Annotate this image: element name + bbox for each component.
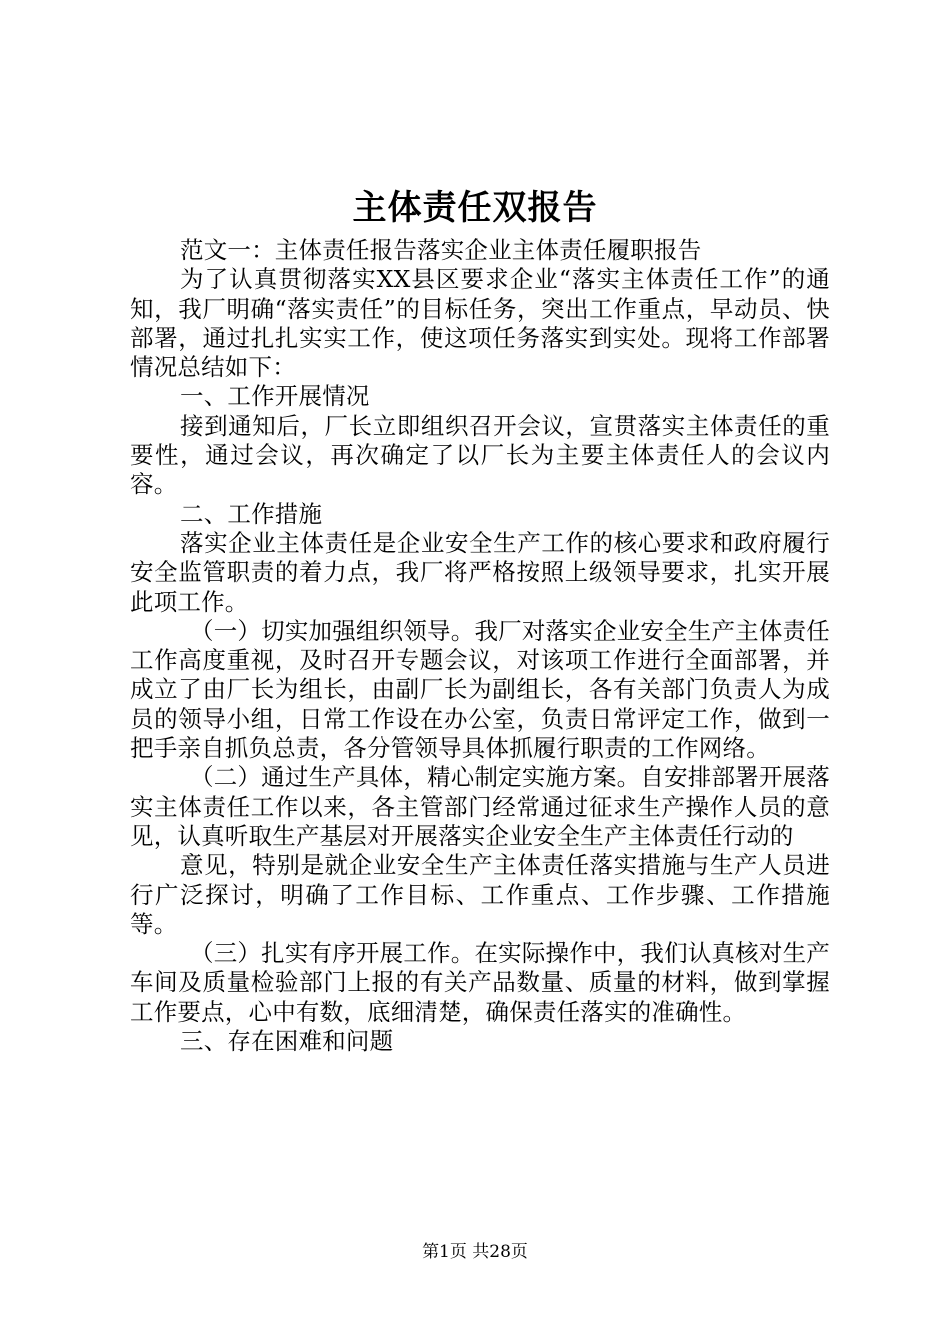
paragraph-measure-2-cont: 意见，特别是就企业安全生产主体责任落实措施与生产人员进行广泛探讨，明确了工作目标、工作重点、工作步骤、工作措施等。	[130, 851, 830, 938]
paragraph-section-2: 落实企业主体责任是企业安全生产工作的核心要求和政府履行安全监管职责的着力点，我厂将严格按照上级领导要求，扎实开展此项工作。	[130, 528, 830, 616]
document-title: 主体责任双报告	[352, 188, 598, 228]
section-heading-2: 二、工作措施	[180, 499, 323, 528]
paragraph-subtitle: 范文一：主体责任报告落实企业主体责任履职报告	[180, 236, 702, 264]
paragraph-measure-3: （三）扎实有序开展工作。在实际操作中，我们认真核对生产车间及质量检验部门上报的有关产品数量、质量的材料，做到掌握工作要点，心中有数，底细清楚，确保责任落实的准确性。	[130, 939, 830, 1026]
paragraph-section-1: 接到通知后，厂长立即组织召开会议，宣贯落实主体责任的重要性，通过会议，再次确定了以厂长为主要主体责任人的会议内容。	[130, 411, 830, 499]
paragraph-intro: 为了认真贯彻落实XX县区要求企业“落实主体责任工作”的通知，我厂明确“落实责任”的目标任务，突出工作重点，早动员、快部署，通过扎扎实实工作，使这项任务落实到实处。现将工作部署情况总结如下：	[130, 265, 830, 382]
document-body	[130, 236, 830, 1056]
section-heading-3: 三、存在困难和问题	[180, 1027, 394, 1056]
paragraph-measure-2: （二）通过生产具体，精心制定实施方案。自安排部署开展落实主体责任工作以来，各主管部门经常通过征求生产操作人员的意见，认真听取生产基层对开展落实企业安全生产主体责任行动的	[130, 763, 830, 850]
section-heading-1: 一、工作开展情况	[180, 382, 370, 411]
page-footer: 第1页 共28页	[422, 1242, 528, 1262]
paragraph-measure-1: （一）切实加强组织领导。我厂对落实企业安全生产主体责任工作高度重视，及时召开专题会议，对该项工作进行全面部署，并成立了由厂长为组长，由副厂长为副组长，各有关部门负责人为成员的领导小组，日常工作设在办公室，负责日常评定工作，做到一把手亲自抓负总责，各分管领导具体抓履行职责的工作网络。	[130, 616, 830, 763]
